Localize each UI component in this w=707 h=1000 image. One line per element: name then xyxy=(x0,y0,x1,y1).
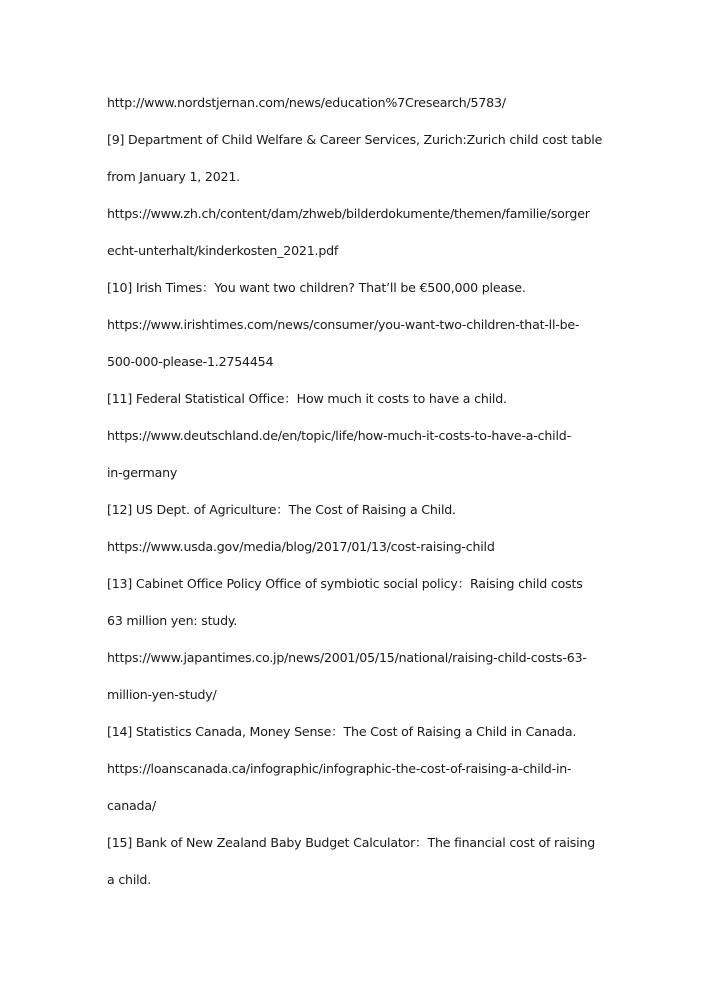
reference-line: http://www.nordstjernan.com/news/education%7Cresearch/5783/ xyxy=(107,95,506,110)
reference-line: [12] US Dept. of Agriculture：The Cost of Raising a Child. xyxy=(107,502,456,517)
reference-line: [14] Statistics Canada, Money Sense：The Cost of Raising a Child in Canada. xyxy=(107,724,577,739)
reference-line: canada/ xyxy=(107,798,156,813)
reference-list xyxy=(107,92,607,906)
reference-line: https://www.deutschland.de/en/topic/life/how-much-it-costs-to-have-a-child- xyxy=(107,428,571,443)
reference-line: from January 1, 2021. xyxy=(107,169,240,184)
reference-line: [9] Department of Child Welfare & Career Services, Zurich:Zurich child cost table xyxy=(107,132,603,147)
reference-line: [10] Irish Times：You want two children? That’ll be €500,000 please. xyxy=(107,280,526,295)
reference-line: a child. xyxy=(107,872,152,887)
reference-line: https://www.usda.gov/media/blog/2017/01/13/cost-raising-child xyxy=(107,539,495,554)
reference-line: https://loanscanada.ca/infographic/infographic-the-cost-of-raising-a-child-in- xyxy=(107,761,572,776)
reference-line: [11] Federal Statistical Office：How much it costs to have a child. xyxy=(107,391,507,406)
reference-line: https://www.zh.ch/content/dam/zhweb/bilderdokumente/themen/familie/sorger xyxy=(107,206,590,221)
reference-line: [13] Cabinet Office Policy Office of symbiotic social policy：Raising child costs xyxy=(107,576,583,591)
reference-line: 500-000-please-1.2754454 xyxy=(107,354,274,369)
reference-line: echt-unterhalt/kinderkosten_2021.pdf xyxy=(107,243,339,258)
reference-line: in-germany xyxy=(107,465,178,480)
reference-line: [15] Bank of New Zealand Baby Budget Calculator：The financial cost of raising xyxy=(107,835,596,850)
reference-line: million-yen-study/ xyxy=(107,687,217,702)
reference-line: https://www.japantimes.co.jp/news/2001/05/15/national/raising-child-costs-63- xyxy=(107,650,587,665)
reference-line: 63 million yen: study. xyxy=(107,613,238,628)
reference-line: https://www.irishtimes.com/news/consumer/you-want-two-children-that-ll-be- xyxy=(107,317,580,332)
